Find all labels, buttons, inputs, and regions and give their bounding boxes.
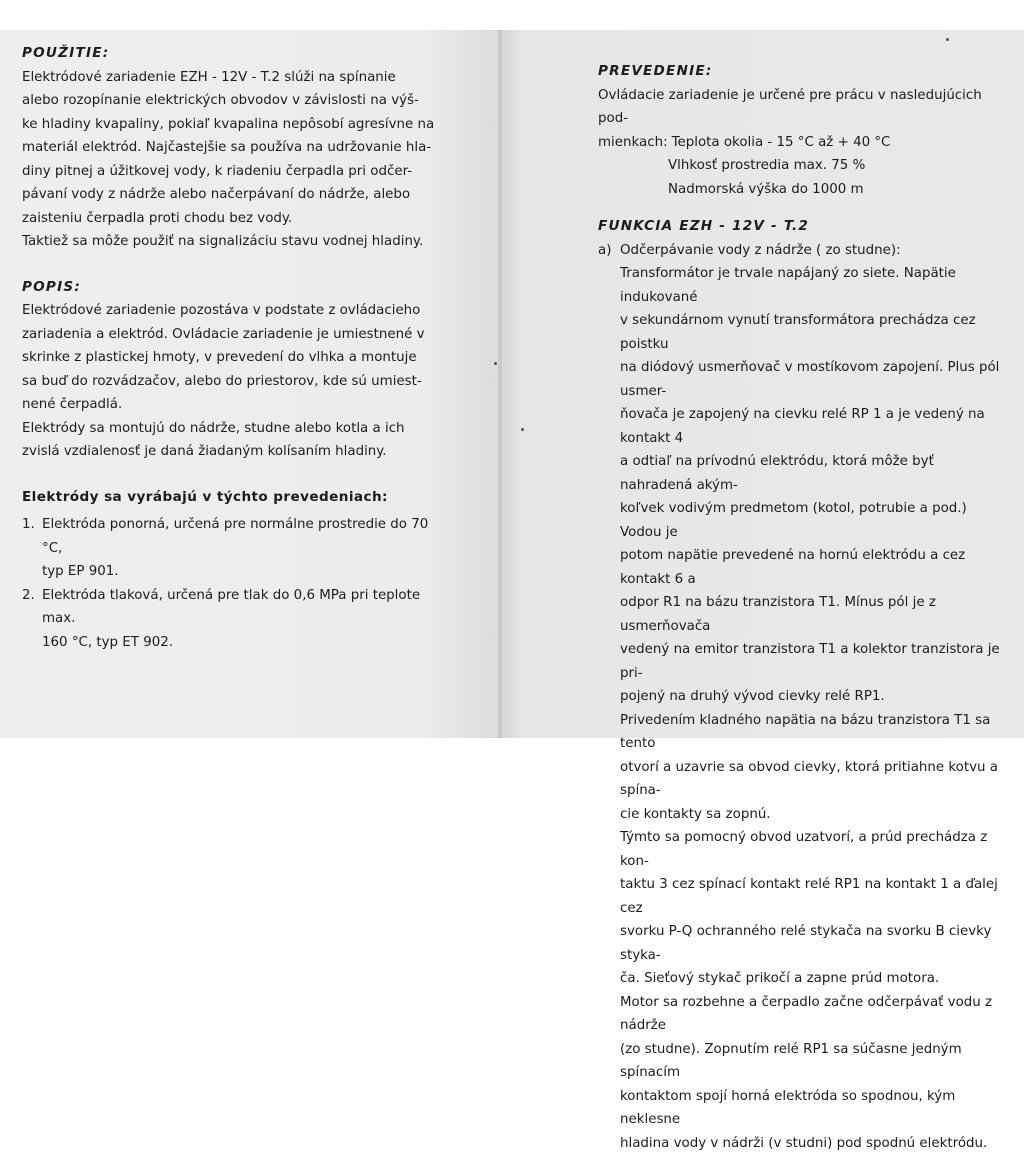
item-letter: a) <box>598 239 620 263</box>
condition-altitude: Nadmorská výška do 1000 m <box>598 178 1010 202</box>
text-line: Motor sa rozbehne a čerpadlo začne odčerpávať vodu z nádrže <box>620 991 1010 1038</box>
text-line: a odtiaľ na prívodnú elektródu, ktorá môže byť nahradená akým- <box>620 450 1010 497</box>
text-line: materiál elektród. Najčastejšie sa používa na udržovanie hla- <box>22 136 442 160</box>
right-column <box>598 60 1010 1155</box>
text-line: na diódový usmerňovač v mostíkovom zapojení. Plus pól usmer- <box>620 356 1010 403</box>
design-intro: Ovládacie zariadenie je určené pre prácu v nasledujúcich pod- <box>598 84 1010 131</box>
text-line: Transformátor je trvale napájaný zo siete. Napätie indukované <box>620 262 1010 309</box>
text-line: taktu 3 cez spínací kontakt relé RP1 na kontakt 1 a ďalej cez <box>620 873 1010 920</box>
text-line: ňovača je zapojený na cievku relé RP 1 a je vedený na kontakt 4 <box>620 403 1010 450</box>
text-line: potom napätie prevedené na hornú elektródu a cez kontakt 6 a <box>620 544 1010 591</box>
text-line: odpor R1 na bázu tranzistora T1. Mínus pól je z usmerňovača <box>620 591 1010 638</box>
list-number: 1. <box>22 513 42 584</box>
conditions-row <box>598 131 1010 155</box>
scan-speck <box>494 362 497 365</box>
function-heading: FUNKCIA EZH - 12V - T.2 <box>598 215 1010 239</box>
text-line: zaisteniu čerpadla proti chodu bez vody. <box>22 207 442 231</box>
function-body <box>598 262 1010 1155</box>
list-number: 2. <box>22 584 42 655</box>
text-line: zariadenia a elektród. Ovládacie zariadenie je umiestnené v <box>22 323 442 347</box>
usage-heading: POUŽITIE: <box>22 42 442 66</box>
item-title: Odčerpávanie vody z nádrže ( zo studne): <box>620 239 901 263</box>
text-line: Elektróda tlaková, určená pre tlak do 0,6 MPa pri teplote max. <box>42 584 442 631</box>
text-line: Elektróda ponorná, určená pre normálne prostredie do 70 °C, <box>42 513 442 560</box>
paragraph <box>620 826 1010 991</box>
text-line: ča. Sieťový stykač prikočí a zapne prúd motora. <box>620 967 1010 991</box>
text-line: vedený na emitor tranzistora T1 a kolektor tranzistora je pri- <box>620 638 1010 685</box>
text-line: sa buď do rozvádzačov, alebo do priestorov, kde sú umiest- <box>22 370 442 394</box>
text-line: Elektródové zariadenie pozostáva v podstate z ovládacieho <box>22 299 442 323</box>
page-fold <box>498 30 502 738</box>
paragraph <box>620 709 1010 827</box>
text-line: nené čerpadlá. <box>22 393 442 417</box>
list-item <box>22 584 442 655</box>
variants-list <box>22 513 442 654</box>
text-line: svorku P-Q ochranného relé stykača na svorku B cievky styka- <box>620 920 1010 967</box>
text-line: (zo studne). Zopnutím relé RP1 sa súčasne jedným spínacím <box>620 1038 1010 1085</box>
text-line: hladina vody v nádrži (v studni) pod spodnú elektródu. <box>620 1132 1010 1155</box>
function-item-a <box>598 239 1010 263</box>
text-line: cie kontakty sa zopnú. <box>620 803 1010 827</box>
paragraph <box>620 991 1010 1155</box>
scan-speck <box>521 428 524 431</box>
text-line: Elektródové zariadenie EZH - 12V - T.2 slúži na spínanie <box>22 66 442 90</box>
text-line: 160 °C, typ ET 902. <box>42 631 442 655</box>
text-line: typ EP 901. <box>42 560 442 584</box>
conditions-label: mienkach: <box>598 131 668 155</box>
text-line: koľvek vodivým predmetom (kotol, potrubie a pod.) Vodou je <box>620 497 1010 544</box>
condition-temperature: Teplota okolia - 15 °C až + 40 °C <box>668 131 891 155</box>
variants-heading: Elektródy sa vyrábajú v týchto prevedeniach: <box>22 486 442 510</box>
text-line: Týmto sa pomocný obvod uzatvorí, a prúd prechádza z kon- <box>620 826 1010 873</box>
design-heading: PREVEDENIE: <box>598 60 1010 84</box>
description-heading: POPIS: <box>22 276 442 300</box>
text-line: otvorí a uzavrie sa obvod cievky, ktorá pritiahne kotvu a spína- <box>620 756 1010 803</box>
text-line: Taktiež sa môže použiť na signalizáciu stavu vodnej hladiny. <box>22 230 442 254</box>
scan-speck <box>946 38 949 41</box>
text-line: kontaktom spojí horná elektróda so spodnou, kým neklesne <box>620 1085 1010 1132</box>
list-item <box>22 513 442 584</box>
text-line: diny pitnej a úžitkovej vody, k riadeniu čerpadla pri odčer- <box>22 160 442 184</box>
text-line: Privedením kladného napätia na bázu tranzistora T1 sa tento <box>620 709 1010 756</box>
text-line: pávaní vody z nádrže alebo načerpávaní do nádrže, alebo <box>22 183 442 207</box>
text-line: ke hladiny kvapaliny, pokiaľ kvapalina nepôsobí agresívne na <box>22 113 442 137</box>
text-line: pojený na druhý vývod cievky relé RP1. <box>620 685 1010 709</box>
text-line: zvislá vzdialenosť je daná žiadaným kolísaním hladiny. <box>22 440 442 464</box>
usage-text <box>22 66 442 254</box>
text-line: skrinke z plastickej hmoty, v prevedení do vlhka a montuje <box>22 346 442 370</box>
text-line: alebo rozopínanie elektrických obvodov v závislosti na výš- <box>22 89 442 113</box>
description-text <box>22 299 442 464</box>
paragraph <box>620 262 1010 709</box>
text-line: v sekundárnom vynutí transformátora prechádza cez poistku <box>620 309 1010 356</box>
condition-humidity: Vlhkosť prostredia max. 75 % <box>598 154 1010 178</box>
text-line: Elektródy sa montujú do nádrže, studne alebo kotla a ich <box>22 417 442 441</box>
left-column <box>22 42 442 654</box>
